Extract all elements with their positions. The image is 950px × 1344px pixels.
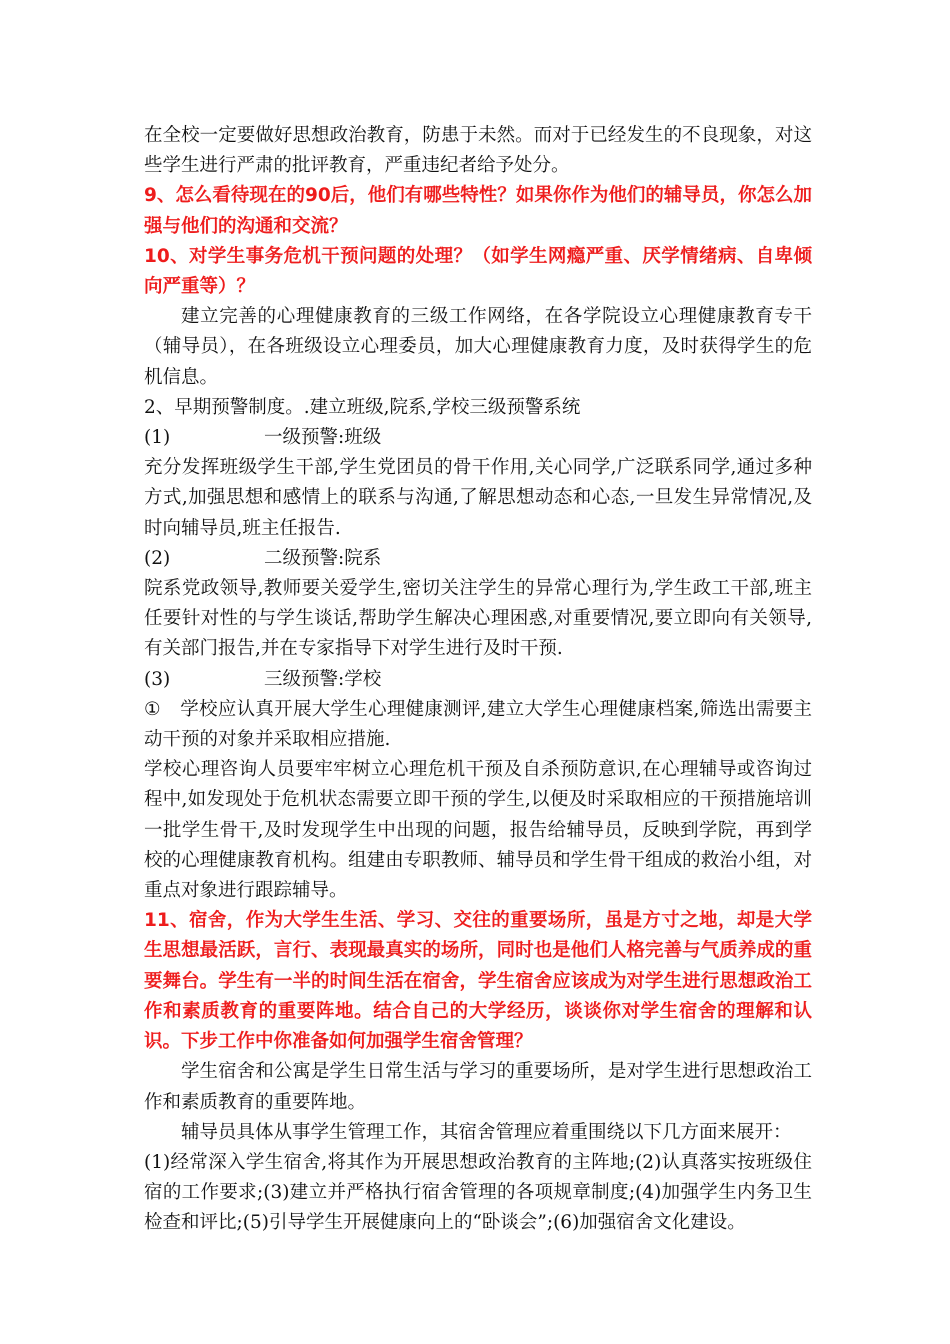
warning-level-1-body: 充分发挥班级学生干部,学生党团员的骨干作用,关心同学,广泛联系同学,通过多种方式,加强思想和感情上的联系与沟通,了解思想动态和心态,一旦发生异常情况,及时向辅导员,班主任报告. <box>144 457 812 539</box>
question-10: 10、对学生事务危机干预问题的处理？（如学生网瘾严重、厌学情绪病、自卑倾向严重等）？ <box>144 245 812 298</box>
circled-number-1: ① <box>144 698 161 720</box>
warning-level-3-number: (3) <box>144 668 171 690</box>
warning-level-2-number: (2) <box>144 547 171 569</box>
paragraph-intro: 在全校一定要做好思想政治教育，防患于未然。而对于已经发生的不良现象，对这些学生进行严肃的批评教育，严重违纪者给予处分。 <box>144 125 812 177</box>
warning-level-3-item-1 <box>144 695 812 755</box>
answer-10-warning-system: 2、早期预警制度。.建立班级,院系,学校三级预警系统 <box>144 396 581 418</box>
answer-10-network: 建立完善的心理健康教育的三级工作网络，在各学院设立心理健康教育专干（辅导员），在各班级设立心理委员，加大心理健康教育力度，及时获得学生的危机信息。 <box>144 306 812 388</box>
question-11: 11、宿舍，作为大学生生活、学习、交往的重要场所，虽是方寸之地，却是大学生思想最活跃，言行、表现最真实的场所，同时也是他们人格完善与气质养成的重要舞台。学生有一半的时间生活在宿舍，学生宿舍应该成为对学生进行思想政治工作和素质教育的重要阵地。结合自己的大学经历，谈谈你对学生宿舍的理解和认识。下步工作中你准备如何加强学生宿舍管理？ <box>144 910 812 1053</box>
warning-level-3-item-1-text: 学校应认真开展大学生心理健康测评,建立大学生心理健康档案,筛选出需要主动干预的对象并采取相应措施. <box>144 698 812 751</box>
question-9: 9、怎么看待现在的90后，他们有哪些特性？如果你作为他们的辅导员，你怎么加强与他们的沟通和交流？ <box>144 185 812 237</box>
warning-level-2-title: 二级预警:院系 <box>264 547 382 569</box>
warning-level-2-body: 院系党政领导,教师要关爱学生,密切关注学生的异常心理行为,学生政工干部,班主任要针对性的与学生谈话,帮助学生解决心理困惑,对重要情况,要立即向有关领导,有关部门报告,并在专家指导下对学生进行及时干预. <box>144 578 812 660</box>
answer-11-measures: (1)经常深入学生宿舍,将其作为开展思想政治教育的主阵地;(2)认真落实按班级住宿的工作要求;(3)建立并严格执行宿舍管理的各项规章制度;(4)加强学生内务卫生检查和评比;(5)引导学生开展健康向上的“卧谈会”;(6)加强宿舍文化建设。 <box>144 1151 812 1234</box>
answer-11-focus: 辅导员具体从事学生管理工作，其宿舍管理应着重围绕以下几方面来展开： <box>181 1121 792 1143</box>
warning-level-3-title: 三级预警:学校 <box>264 668 382 690</box>
warning-level-1-heading <box>144 423 812 453</box>
warning-level-1-number: (1) <box>144 427 171 449</box>
answer-11-intro: 学生宿舍和公寓是学生日常生活与学习的重要场所，是对学生进行思想政治工作和素质教育的重要阵地。 <box>144 1061 812 1113</box>
warning-level-3-body: 学校心理咨询人员要牢牢树立心理危机干预及自杀预防意识,在心理辅导或咨询过程中,如发现处于危机状态需要立即干预的学生,以便及时采取相应的干预措施培训一批学生骨干,及时发现学生中出现的问题，报告给辅导员，反映到学院，再到学校的心理健康教育机构。组建由专职教师、辅导员和学生骨干组成的救治小组，对重点对象进行跟踪辅导。 <box>144 759 812 902</box>
document-body <box>144 121 812 1239</box>
warning-level-1-title: 一级预警:班级 <box>264 427 382 449</box>
warning-level-3-heading <box>144 665 812 695</box>
warning-level-2-heading <box>144 544 812 574</box>
